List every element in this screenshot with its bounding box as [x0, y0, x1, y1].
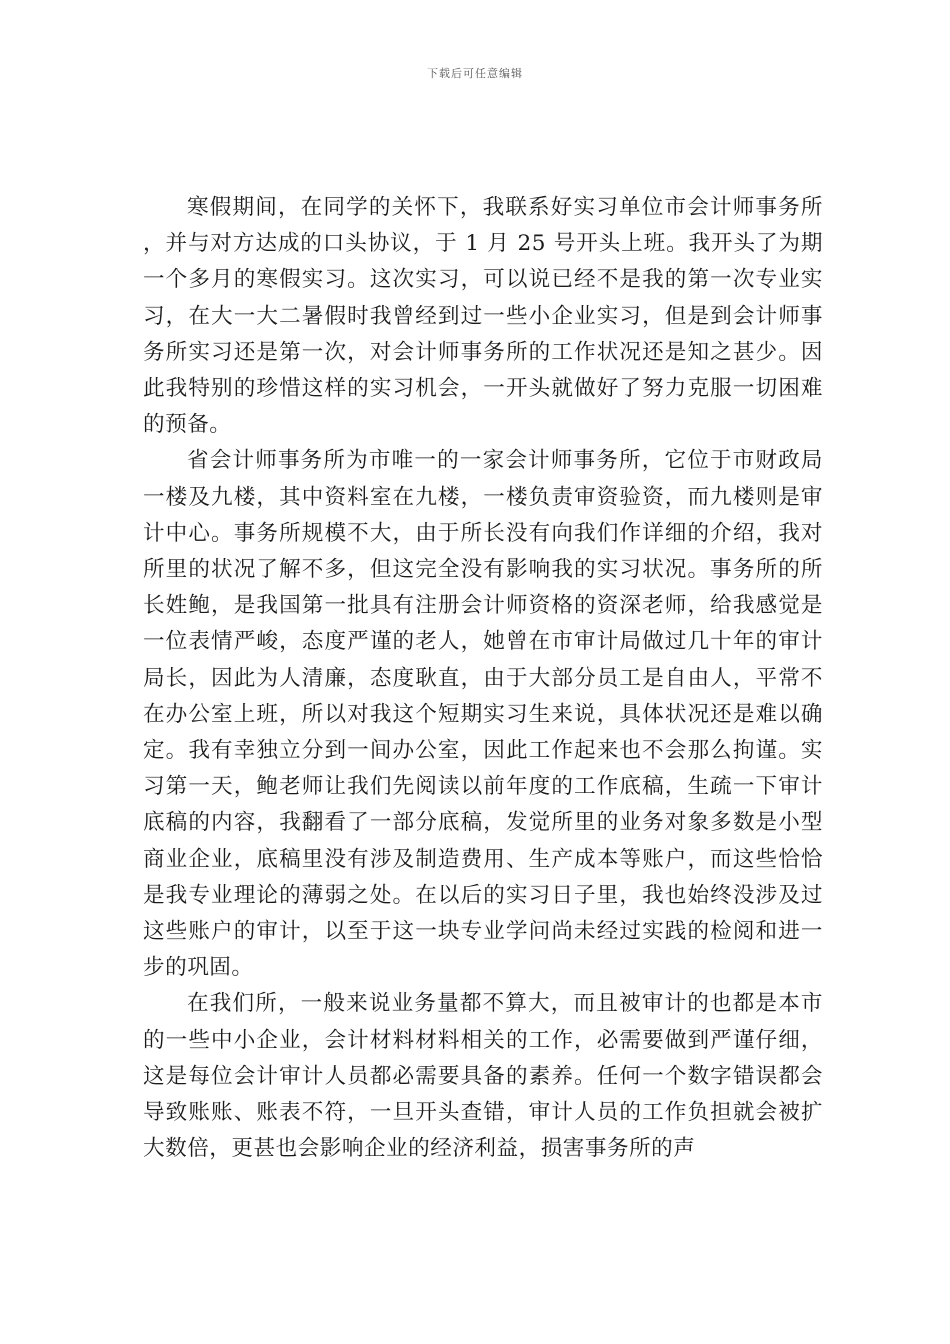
paragraph-3: 在我们所，一般来说业务量都不算大，而且被审计的也都是本市的一些中小企业，会计材料材料相关的工作，必需要做到严谨仔细，这是每位会计审计人员都必需要具备的素养。任何一个数字错误都会导致账账、账表不符，一旦开头查错，审计人员的工作负担就会被扩大数倍，更甚也会影响企业的经济利益，损害事务所的声: [143, 991, 823, 1162]
paragraph-2: 省会计师事务所为市唯一的一家会计师事务所，它位于市财政局一楼及九楼，其中资料室在九楼，一楼负责审资验资，而九楼则是审计中心。事务所规模不大，由于所长没有向我们作详细的介绍，我对所里的状况了解不多，但这完全没有影响我的实习状况。事务所的所长姓鲍，是我国第一批具有注册会计师资格的资深老师，给我感觉是一位表情严峻，态度严谨的老人，她曾在市审计局做过几十年的审计局长，因此为人清廉，态度耿直，由于大部分员工是自由人，平常不在办公室上班，所以对我这个短期实习生来说，具体状况还是难以确定。我有幸独立分到一间办公室，因此工作起来也不会那么拘谨。实习第一天，鲍老师让我们先阅读以前年度的工作底稿，生疏一下审计底稿的内容，我翻看了一部分底稿，发觉所里的业务对象多数是小型商业企业，底稿里没有涉及制造费用、生产成本等账户，而这些恰恰是我专业理论的薄弱之处。在以后的实习日子里，我也始终没涉及过这些账户的审计，以至于这一块专业学问尚未经过实践的检阅和进一步的巩固。: [143, 448, 823, 981]
paragraph-1: 寒假期间，在同学的关怀下，我联系好实习单位市会计师事务所，并与对方达成的口头协议，于 1 月 25 号开头上班。我开头了为期一个多月的寒假实习。这次实习，可以说已经不是我的第一次专业实习，在大一大二暑假时我曾经到过一些小企业实习，但是到会计师事务所实习还是第一次，对会计师事务所的工作状况还是知之甚少。因此我特别的珍惜这样的实习机会，一开头就做好了努力克服一切困难的预备。: [143, 195, 823, 438]
document-body: [143, 190, 823, 1167]
header-note: 下载后可任意编辑: [427, 67, 523, 80]
